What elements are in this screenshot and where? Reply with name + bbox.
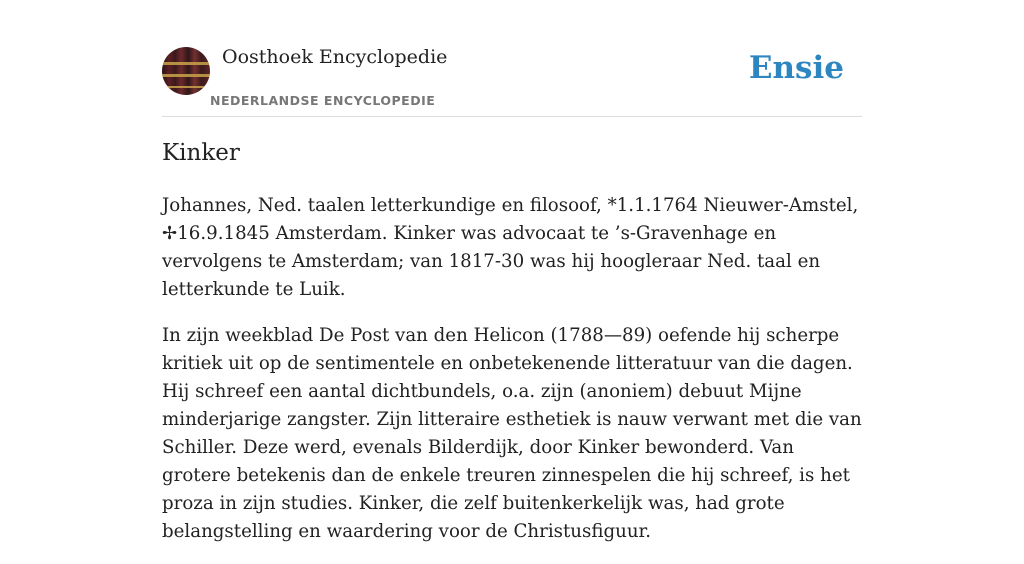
bookshelf-line	[162, 62, 210, 65]
bookshelf-line	[162, 86, 210, 88]
site-avatar[interactable]	[162, 47, 210, 95]
article-paragraph: Johannes, Ned. taalen letterkundige en filosoof, *1.1.1764 Nieuwer-Amstel, ✢16.9.1845 Amsterdam. Kinker was advocaat te ’s-Gravenhage en vervolgens te Amsterdam; van 1817-30 was hij hoogleraar Ned. taal en letterkunde te Luik.	[162, 195, 859, 300]
article-body	[162, 192, 862, 564]
article-paragraph: In zijn weekblad De Post van den Helicon (1788—89) oefende hij scherpe kritiek uit op de sentimentele en onbetekenende litteratuur van die dagen. Hij schreef een aantal dichtbundels, o.a. zijn (anoniem) debuut Mijne minderjarige zangster. Zijn litteraire esthetiek is nauw verwant met die van Schiller. Deze werd, evenals Bilderdijk, door Kinker bewonderd. Van grotere betekenis dan de enkele treuren zinnespelen die hij schreef, is het proza in zijn studies. Kinker, die zelf buitenkerkelijk was, had grote belangstelling en waardering voor de Christusfiguur.	[162, 325, 862, 542]
site-subtitle: NEDERLANDSE ENCYCLOPEDIE	[210, 93, 436, 108]
site-header	[162, 40, 862, 117]
article-title: Kinker	[162, 140, 240, 166]
ensie-logo-link[interactable]: Ensie	[748, 50, 844, 86]
bookshelf-line	[162, 74, 210, 77]
site-name-link[interactable]: Oosthoek Encyclopedie	[222, 46, 448, 68]
